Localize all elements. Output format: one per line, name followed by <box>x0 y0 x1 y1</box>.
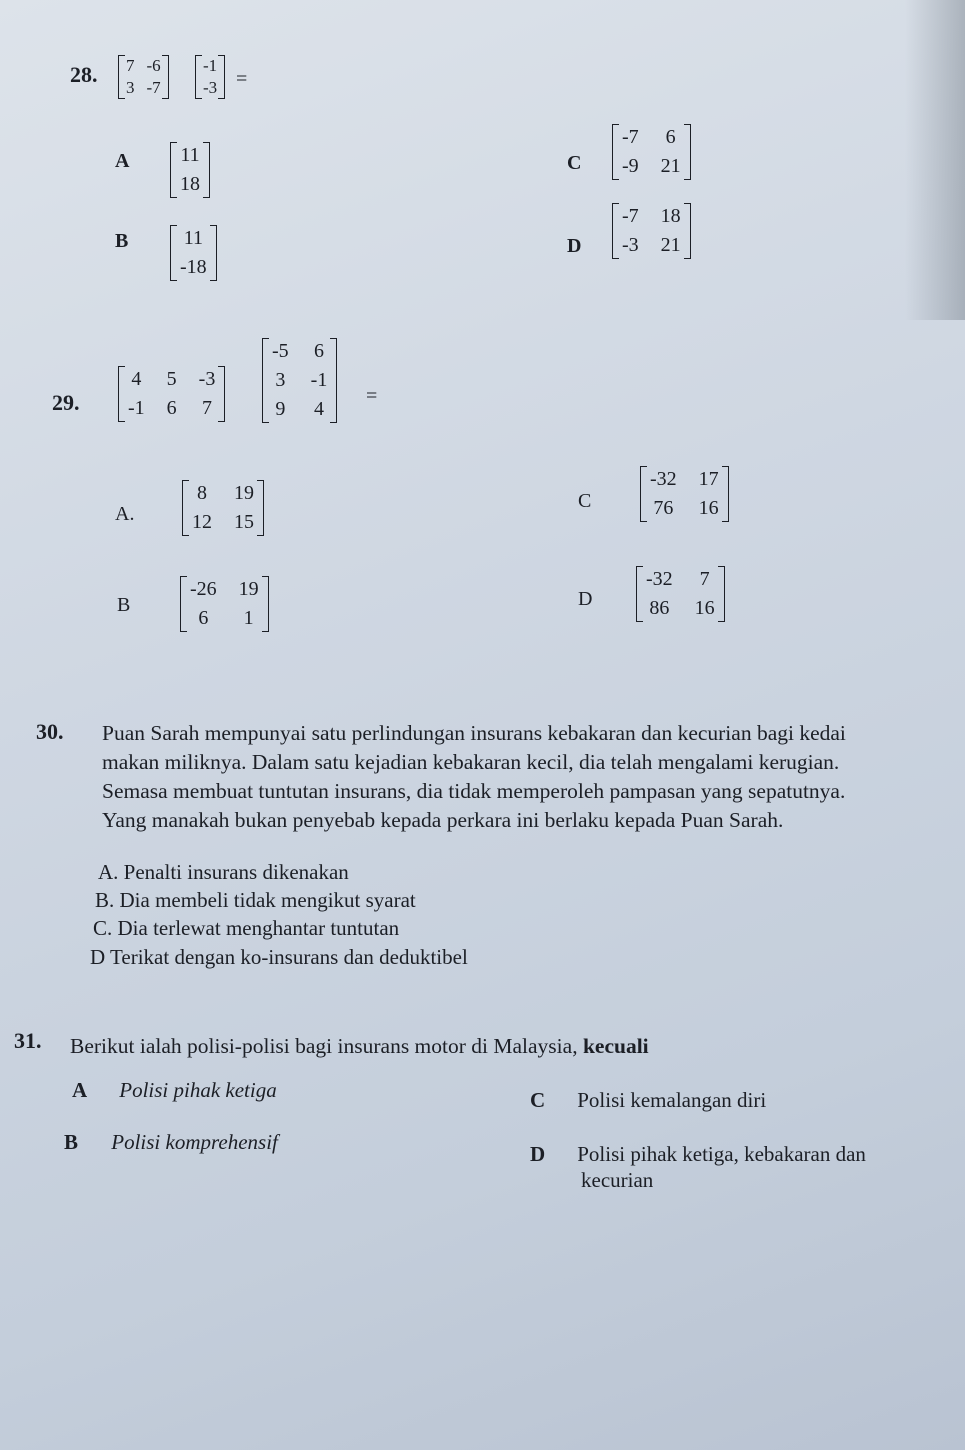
matrix-cell: -9 <box>622 155 639 177</box>
matrix-cell: 11 <box>180 144 200 166</box>
matrix-cell: 19 <box>234 482 254 504</box>
matrix-28-a <box>118 55 169 99</box>
option-b-matrix <box>170 225 217 281</box>
option-label: D <box>530 1142 546 1166</box>
option-d[interactable] <box>530 1142 866 1167</box>
matrix-cell: 3 <box>126 78 135 97</box>
option-label-a[interactable]: A <box>115 150 130 172</box>
matrix-cell: -1 <box>310 369 328 391</box>
matrix-cell: -32 <box>650 468 677 490</box>
option-label-d[interactable]: D <box>567 235 582 257</box>
matrix-cell: 19 <box>238 578 259 600</box>
matrix-29-b <box>262 338 337 423</box>
matrix-cell: -6 <box>146 56 161 75</box>
matrix-cell: -1 <box>128 397 145 419</box>
text-line: Yang manakah bukan penyebab kepada perkara ini berlaku kepada Puan Sarah. <box>102 808 784 832</box>
option-label: C <box>530 1088 546 1112</box>
text-line: makan miliknya. Dalam satu kejadian kebakaran kecil, dia telah mengalami kerugian. <box>102 750 840 774</box>
matrix-cell: -3 <box>622 234 639 256</box>
equals-sign: = <box>236 68 248 90</box>
option-b[interactable] <box>64 1130 278 1155</box>
option-d[interactable]: D Terikat dengan ko-insurans dan deduktibel <box>90 945 468 969</box>
option-text: Polisi pihak ketiga, kebakaran dan <box>577 1142 866 1166</box>
option-label-b[interactable]: B <box>117 594 131 616</box>
matrix-cell: 7 <box>202 397 212 419</box>
matrix-cell: -7 <box>622 126 639 148</box>
option-d-continued: kecurian <box>581 1168 654 1192</box>
option-label-a[interactable]: A. <box>115 503 135 525</box>
option-d-matrix <box>636 566 725 622</box>
option-b-matrix <box>180 576 269 632</box>
page-shadow <box>905 0 965 320</box>
question-number: 30. <box>36 719 64 744</box>
matrix-cell: -7 <box>622 205 639 227</box>
question-number: 31. <box>14 1028 42 1053</box>
matrix-cell: 16 <box>694 597 715 619</box>
matrix-cell: 1 <box>243 607 254 629</box>
matrix-cell: -32 <box>646 568 673 590</box>
matrix-cell: 76 <box>653 497 674 519</box>
option-a[interactable] <box>72 1078 277 1103</box>
option-label: A <box>72 1078 88 1102</box>
matrix-cell: 5 <box>166 368 177 390</box>
matrix-cell: 16 <box>698 497 719 519</box>
matrix-cell: 4 <box>314 398 324 420</box>
option-text: Polisi komprehensif <box>111 1130 278 1154</box>
matrix-cell: 7 <box>699 568 710 590</box>
question-number: 28. <box>70 62 98 87</box>
matrix-cell: 8 <box>197 482 207 504</box>
matrix-cell: 21 <box>660 155 681 177</box>
matrix-cell: 3 <box>275 369 286 391</box>
matrix-28-b <box>195 55 225 99</box>
option-a[interactable]: A. Penalti insurans dikenakan <box>98 860 349 884</box>
matrix-cell: 9 <box>275 398 286 420</box>
equals-sign: = <box>366 385 378 407</box>
question-30-text <box>102 719 952 835</box>
option-c-matrix <box>640 466 729 522</box>
option-c[interactable] <box>530 1088 766 1113</box>
matrix-cell: 6 <box>198 607 209 629</box>
matrix-cell: 11 <box>183 227 203 249</box>
option-label-d[interactable]: D <box>578 588 593 610</box>
question-31-stem <box>70 1034 649 1059</box>
option-text: Polisi pihak ketiga <box>119 1078 277 1102</box>
option-a-matrix <box>182 480 264 536</box>
matrix-cell: 12 <box>192 511 212 533</box>
matrix-29-a <box>118 366 225 422</box>
matrix-cell: -7 <box>146 78 161 97</box>
option-label-b[interactable]: B <box>115 230 129 252</box>
question-number: 29. <box>52 390 80 415</box>
option-d-matrix <box>612 203 691 259</box>
stem-emphasis: kecuali <box>582 1034 649 1058</box>
matrix-cell: 86 <box>649 597 670 619</box>
matrix-cell: 6 <box>314 340 324 362</box>
option-label-c[interactable]: C <box>567 152 582 174</box>
option-a-matrix <box>170 142 210 198</box>
matrix-cell: 4 <box>131 368 142 390</box>
option-b[interactable]: B. Dia membeli tidak mengikut syarat <box>95 888 416 912</box>
matrix-cell: -1 <box>203 56 218 75</box>
matrix-cell: 17 <box>698 468 719 490</box>
matrix-cell: -18 <box>180 256 207 278</box>
matrix-cell: 7 <box>126 56 135 75</box>
matrix-cell: -5 <box>272 340 289 362</box>
option-label-c[interactable]: C <box>578 490 592 512</box>
matrix-cell: 6 <box>166 397 177 419</box>
matrix-cell: 6 <box>665 126 676 148</box>
matrix-cell: -3 <box>203 78 218 97</box>
matrix-cell: 15 <box>234 511 254 533</box>
option-label: B <box>64 1130 79 1154</box>
text-line: Semasa membuat tuntutan insurans, dia tidak memperoleh pampasan yang sepatutnya. <box>102 779 846 803</box>
matrix-cell: 18 <box>180 173 200 195</box>
matrix-cell: -26 <box>190 578 217 600</box>
option-text: Polisi kemalangan diri <box>577 1088 767 1112</box>
text-line: Puan Sarah mempunyai satu perlindungan insurans kebakaran dan kecurian bagi kedai <box>102 721 846 745</box>
matrix-cell: 21 <box>660 234 681 256</box>
option-c[interactable]: C. Dia terlewat menghantar tuntutan <box>93 916 400 940</box>
matrix-cell: -3 <box>198 368 216 390</box>
option-c-matrix <box>612 124 691 180</box>
stem-text: Berikut ialah polisi-polisi bagi insurans motor di Malaysia, <box>70 1034 578 1058</box>
matrix-cell: 18 <box>660 205 681 227</box>
